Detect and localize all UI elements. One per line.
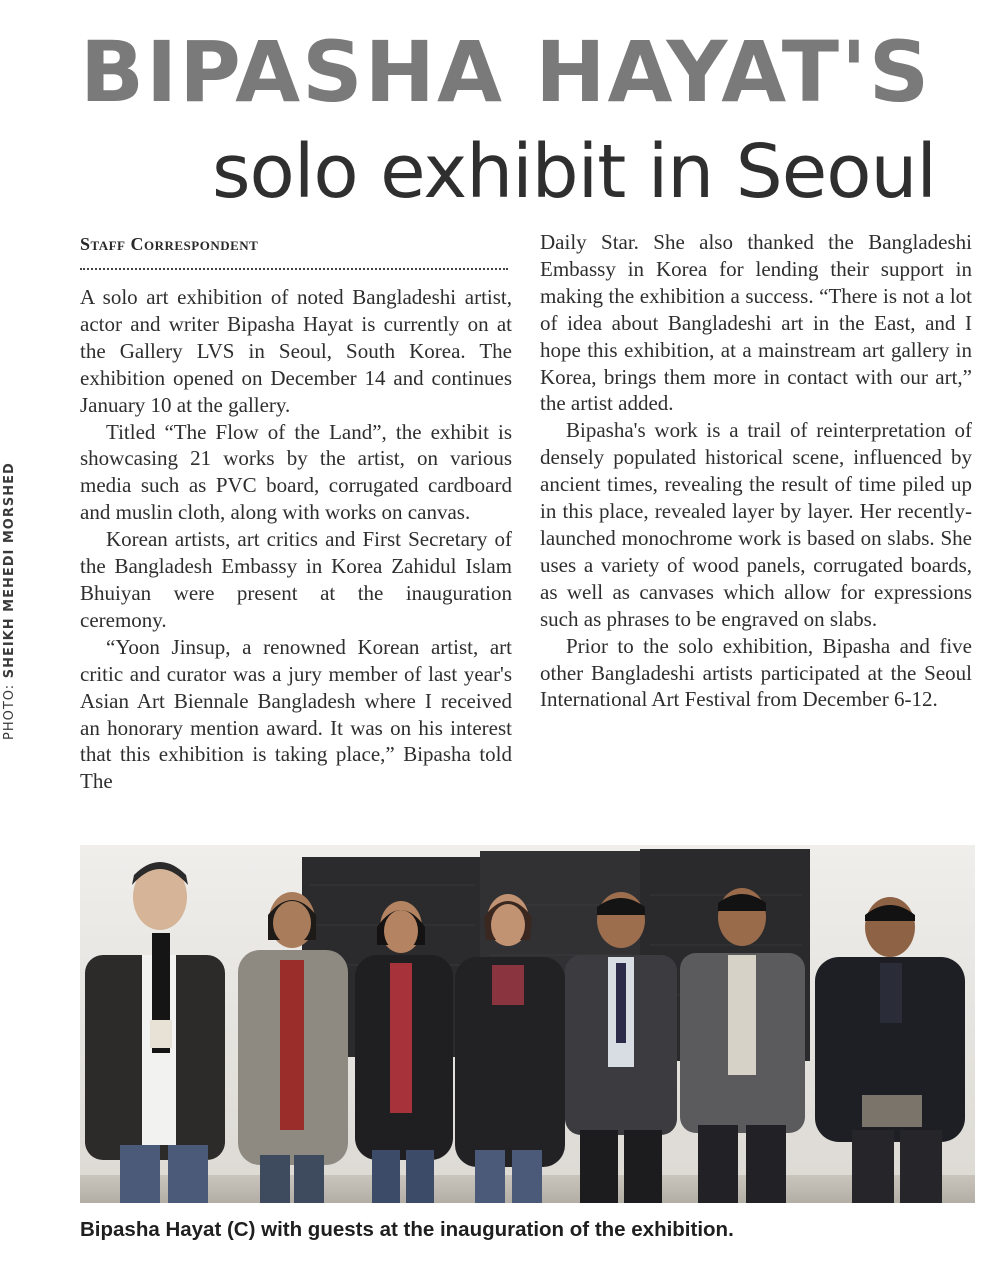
subheadline: solo exhibit in Seoul bbox=[212, 129, 936, 215]
paragraph: Korean artists, art critics and First Secretary of the Bangladesh Embassy in Korea Zahidul Islam Bhuiyan were present at the inauguration ceremony. bbox=[80, 527, 512, 632]
dotted-divider bbox=[80, 268, 508, 270]
paragraph: Bipasha's work is a trail of reinterpretation of densely populated historical scene, influenced by ancient times, revealing the result of time piled up in this place, revealed layer by layer. Her recently-launched monochrome work is based on slabs. She uses a variety of wood panels, corrugated boards, as well as canvases which allow for expressions such as phrases to be engraved on slabs. bbox=[540, 418, 972, 631]
headline: BIPASHA HAYAT'S bbox=[80, 23, 932, 121]
paragraph: Prior to the solo exhibition, Bipasha and five other Bangladeshi artists participated at the Seoul International Art Festival from December 6-12. bbox=[540, 633, 972, 712]
article-column-1 bbox=[80, 284, 512, 795]
group-photo-illustration bbox=[80, 845, 975, 1203]
photo-caption: Bipasha Hayat (C) with guests at the inauguration of the exhibition. bbox=[80, 1218, 734, 1241]
photo-credit-name: SHEIKH MEHEDI MORSHED bbox=[2, 462, 17, 679]
paragraph: A solo art exhibition of noted Bangladeshi artist, actor and writer Bipasha Hayat is currently on at the Gallery LVS in Seoul, South Korea. The exhibition opened on December 14 and continues January 10 at the gallery. bbox=[80, 285, 512, 417]
article-column-2 bbox=[540, 229, 972, 713]
byline: Staff Correspondent bbox=[80, 234, 259, 254]
photo-credit bbox=[2, 430, 17, 740]
paragraph: Daily Star. She also thanked the Bangladeshi Embassy in Korea for lending their support in making the exhibition a success. “There is not a lot of idea about Bangladeshi art in the East, and I hope this exhibition, at a mainstream art gallery in Korea, brings them more in contact with our art,” the artist added. bbox=[540, 230, 972, 416]
paragraph: “Yoon Jinsup, a renowned Korean artist, art critic and curator was a jury member of last year's Asian Art Biennale Bangladesh where I received an honorary mention award. It was on his interest that this exhibition is taking place,” Bipasha told The bbox=[80, 634, 512, 794]
photo-credit-label: PHOTO: bbox=[2, 683, 17, 740]
exhibition-photo bbox=[80, 845, 975, 1203]
paragraph: Titled “The Flow of the Land”, the exhibit is showcasing 21 works by the artist, on various media such as PVC board, corrugated cardboard and muslin cloth, along with works on canvas. bbox=[80, 419, 512, 525]
